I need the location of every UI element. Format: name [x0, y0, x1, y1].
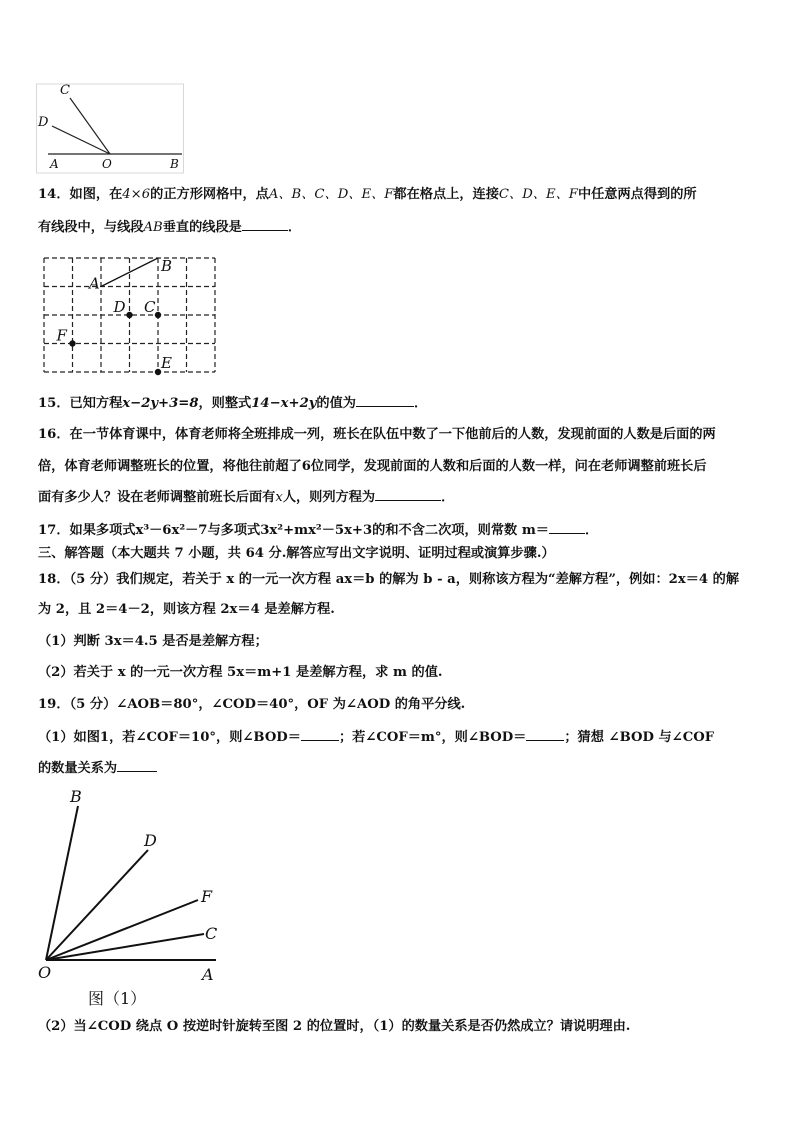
q19-line1: 19．（5 分）∠AOB＝80°，∠COD＝40°，OF 为∠AOD 的角平分线.	[38, 697, 466, 712]
answer-blank[interactable]	[549, 521, 585, 534]
ray-oc	[70, 98, 110, 154]
q14-text: 14．如图，在	[38, 187, 123, 202]
label-a: A	[50, 157, 59, 171]
q18-sub1: （1）判断 3x＝4.5 是否是差解方程；	[38, 634, 268, 649]
q15-text: 的值为	[316, 396, 356, 411]
q16-line1: 16．在一节体育课中，体育老师将全班排成一列，班长在队伍中数了一下他前后的人数，发现前面的人数是后面的两	[38, 427, 716, 442]
label-c: C	[60, 83, 70, 98]
label-o: O	[38, 963, 52, 982]
label-b: B	[161, 257, 173, 275]
q16-text: ．	[441, 490, 455, 505]
q14-segment: AB	[143, 220, 163, 235]
answer-blank[interactable]	[301, 728, 339, 741]
answer-blank[interactable]	[375, 488, 441, 501]
label-d: D	[113, 298, 126, 316]
q15-text: ．	[413, 396, 428, 411]
label-d: D	[144, 831, 157, 850]
answer-blank[interactable]	[526, 728, 564, 741]
q15-text: ，则整式	[198, 396, 252, 411]
ray-of	[46, 900, 198, 960]
q14-points2: C、D、E、F	[498, 187, 578, 202]
label-a: A	[89, 274, 100, 293]
label-d: D	[38, 115, 49, 130]
q19-text: （1）如图1，若∠COF＝10°，则∠BOD＝	[38, 730, 301, 745]
answer-blank[interactable]	[242, 218, 288, 231]
q15-equation: x−2y+3=8	[122, 396, 199, 411]
q14-text: 都在格点上，连接	[393, 187, 499, 202]
q14-text: 中任意两点得到的所	[577, 187, 697, 202]
q16-line3	[38, 488, 454, 507]
q16-line2: 倍，体育老师调整班长的位置，将他往前超了6位同学，发现前面的人数和后面的人数一样，问在老师调整前班长后	[38, 459, 707, 474]
q18-line2: 为 2，且 2＝4－2，则该方程 2x＝4 是差解方程.	[38, 602, 335, 617]
q17-text: 17．如果多项式	[38, 523, 136, 538]
q17-text: ．	[584, 523, 599, 538]
q19-sub1-line2	[38, 759, 157, 778]
label-f: F	[201, 887, 213, 906]
ray-od	[52, 126, 110, 154]
q16-var: x	[275, 490, 283, 505]
figure-1	[36, 784, 226, 1010]
section-heading: 三、解答题（本大题共 7 小题，共 64 分.解答应写出文字说明、证明过程或演算步骤.）	[38, 546, 555, 561]
label-b: B	[70, 787, 82, 806]
q16-text: 人，则列方程为	[282, 490, 376, 505]
q14-points: A、B、C、D、E、F	[268, 187, 394, 202]
point-f	[69, 340, 75, 346]
figure-top-angle	[36, 78, 186, 174]
ray-od	[46, 850, 148, 960]
figure-grid	[38, 254, 220, 376]
q17-text: 的和不含二次项，则常数 m＝	[372, 523, 549, 538]
q19-text: ；猜想 ∠BOD 与∠COF	[564, 730, 715, 745]
q19-sub1	[38, 728, 714, 747]
q17-text: 与多项式	[207, 523, 261, 538]
label-c: C	[144, 298, 156, 316]
ray-ob	[46, 806, 78, 960]
q14-text: 有线段中，与线段	[38, 220, 144, 235]
q15-expr: 14−x+2y	[251, 396, 317, 411]
q19-text: 的数量关系为	[38, 761, 118, 776]
q14-line2	[38, 218, 301, 237]
point-d	[126, 312, 132, 318]
q17-poly1: x³－6x²－7	[135, 523, 208, 538]
q14-text: ．	[287, 220, 302, 235]
ray-oc	[46, 934, 204, 960]
answer-blank[interactable]	[356, 394, 414, 407]
label-b: B	[170, 157, 179, 171]
q14-text: 的正方形网格中，点	[150, 187, 269, 202]
q19-sub2: （2）当∠COD 绕点 O 按逆时针旋转至图 2 的位置时，（1）的数量关系是否仍然成立？请说明理由.	[38, 1019, 631, 1034]
q16-text: 面有多少人？设在老师调整前班长后面有	[38, 490, 276, 505]
point-c	[155, 312, 161, 318]
q18-line1: 18．（5 分）我们规定，若关于 x 的一元一次方程 ax＝b 的解为 b - a，则称该方程为“差解方程”，例如：2x＝4 的解	[38, 572, 740, 587]
label-a: A	[202, 965, 214, 984]
q17-poly2: 3x²+mx²－5x+3	[260, 523, 373, 538]
q14-grid-size: 4×6	[122, 187, 151, 202]
label-f: F	[56, 326, 67, 345]
q15-text: 15．已知方程	[38, 396, 123, 411]
label-e: E	[161, 354, 172, 372]
q19-text: ；若∠COF＝m°，则∠BOD＝	[338, 730, 527, 745]
q18-sub2: （2）若关于 x 的一元一次方程 5x＝m+1 是差解方程，求 m 的值.	[38, 665, 443, 680]
answer-blank[interactable]	[117, 759, 157, 772]
q15-line	[38, 394, 427, 413]
q14-line1	[38, 186, 697, 204]
q14-text: 垂直的线段是	[162, 220, 242, 235]
label-o: O	[102, 157, 112, 171]
q17-line	[38, 521, 598, 540]
figure-caption: 图（1）	[88, 989, 147, 1008]
label-c: C	[205, 924, 218, 943]
